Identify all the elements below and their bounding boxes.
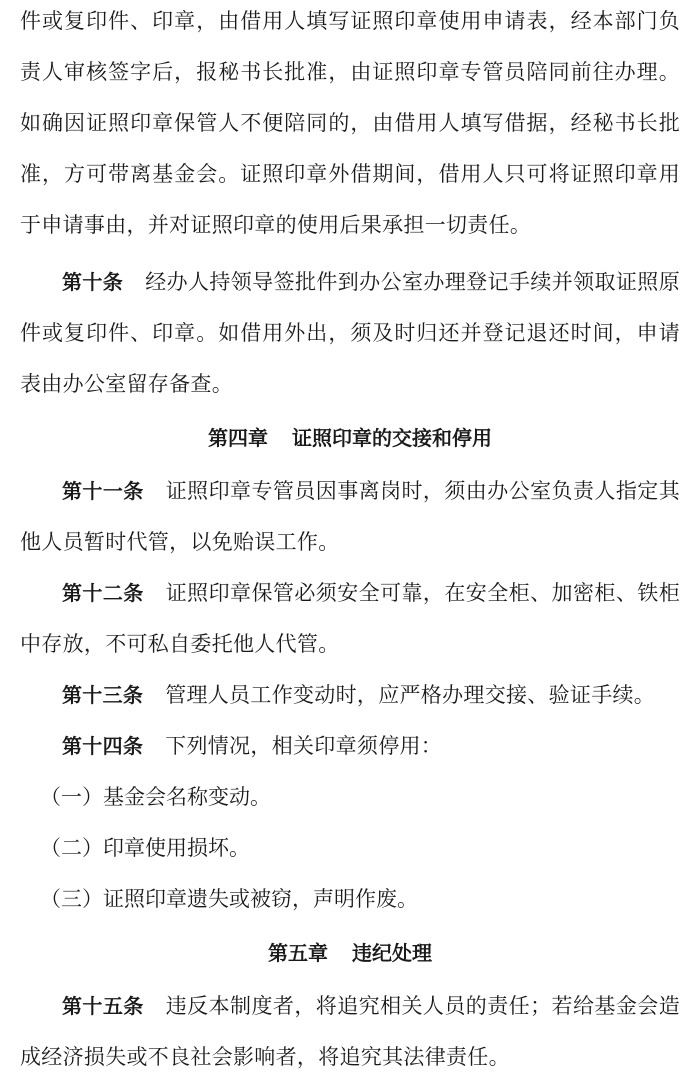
article-15 xyxy=(20,981,680,1083)
chapter-number: 第四章 xyxy=(208,426,268,450)
continued-paragraph: 件或复印件、印章，由借用人填写证照印章使用申请表，经本部门负责人审核签字后，报秘书长批准，由证照印章专管员陪同前往办理。如确因证照印章保管人不便陪同的，由借用人填写借据，经秘书长批准，方可带离基金会。证照印章外借期间，借用人只可将证照印章用于申请事由，并对证照印章的使用后果承担一切责任。 xyxy=(20,9,680,237)
article-text: 证照印章专管员因事离岗时，须由办公室负责人指定其他人员暂时代管，以免贻误工作。 xyxy=(20,479,680,554)
article-label: 第十四条 xyxy=(62,734,144,758)
article-label: 第十三条 xyxy=(62,683,144,707)
article-text: 经办人持领导签批件到办公室办理登记手续并领取证照原件或复印件、印章。如借用外出，须及时归还并登记退还时间，申请表由办公室留存备查。 xyxy=(20,270,681,396)
list-item: （二）印章使用损坏。 xyxy=(40,836,250,860)
chapter-heading xyxy=(20,410,680,466)
list-item: （三）证照印章遗失或被窃，声明作废。 xyxy=(40,887,418,911)
article-label: 第十五条 xyxy=(62,994,144,1018)
article-label: 第十条 xyxy=(62,270,124,294)
article-13 xyxy=(20,670,680,721)
article-12 xyxy=(20,568,680,670)
article-label: 第十二条 xyxy=(62,581,144,605)
chapter-number: 第五章 xyxy=(268,941,328,965)
article-14 xyxy=(20,721,680,772)
chapter-heading xyxy=(20,925,680,981)
article-text: 下列情况，相关印章须停用： xyxy=(165,734,443,758)
article-text: 证照印章保管必须安全可靠，在安全柜、加密柜、铁柜中存放，不可私自委托他人代管。 xyxy=(20,581,680,656)
list-item: （一）基金会名称变动。 xyxy=(40,785,271,809)
article-label: 第十一条 xyxy=(62,479,144,503)
chapter-title: 证照印章的交接和停用 xyxy=(292,426,492,450)
article-10 xyxy=(20,257,680,410)
article-11 xyxy=(20,466,680,568)
chapter-title: 违纪处理 xyxy=(352,941,432,965)
article-text: 违反本制度者，将追究相关人员的责任；若给基金会造成经济损失或不良社会影响者，将追究其法律责任。 xyxy=(20,994,680,1069)
article-text: 管理人员工作变动时，应严格办理交接、验证手续。 xyxy=(165,683,656,707)
